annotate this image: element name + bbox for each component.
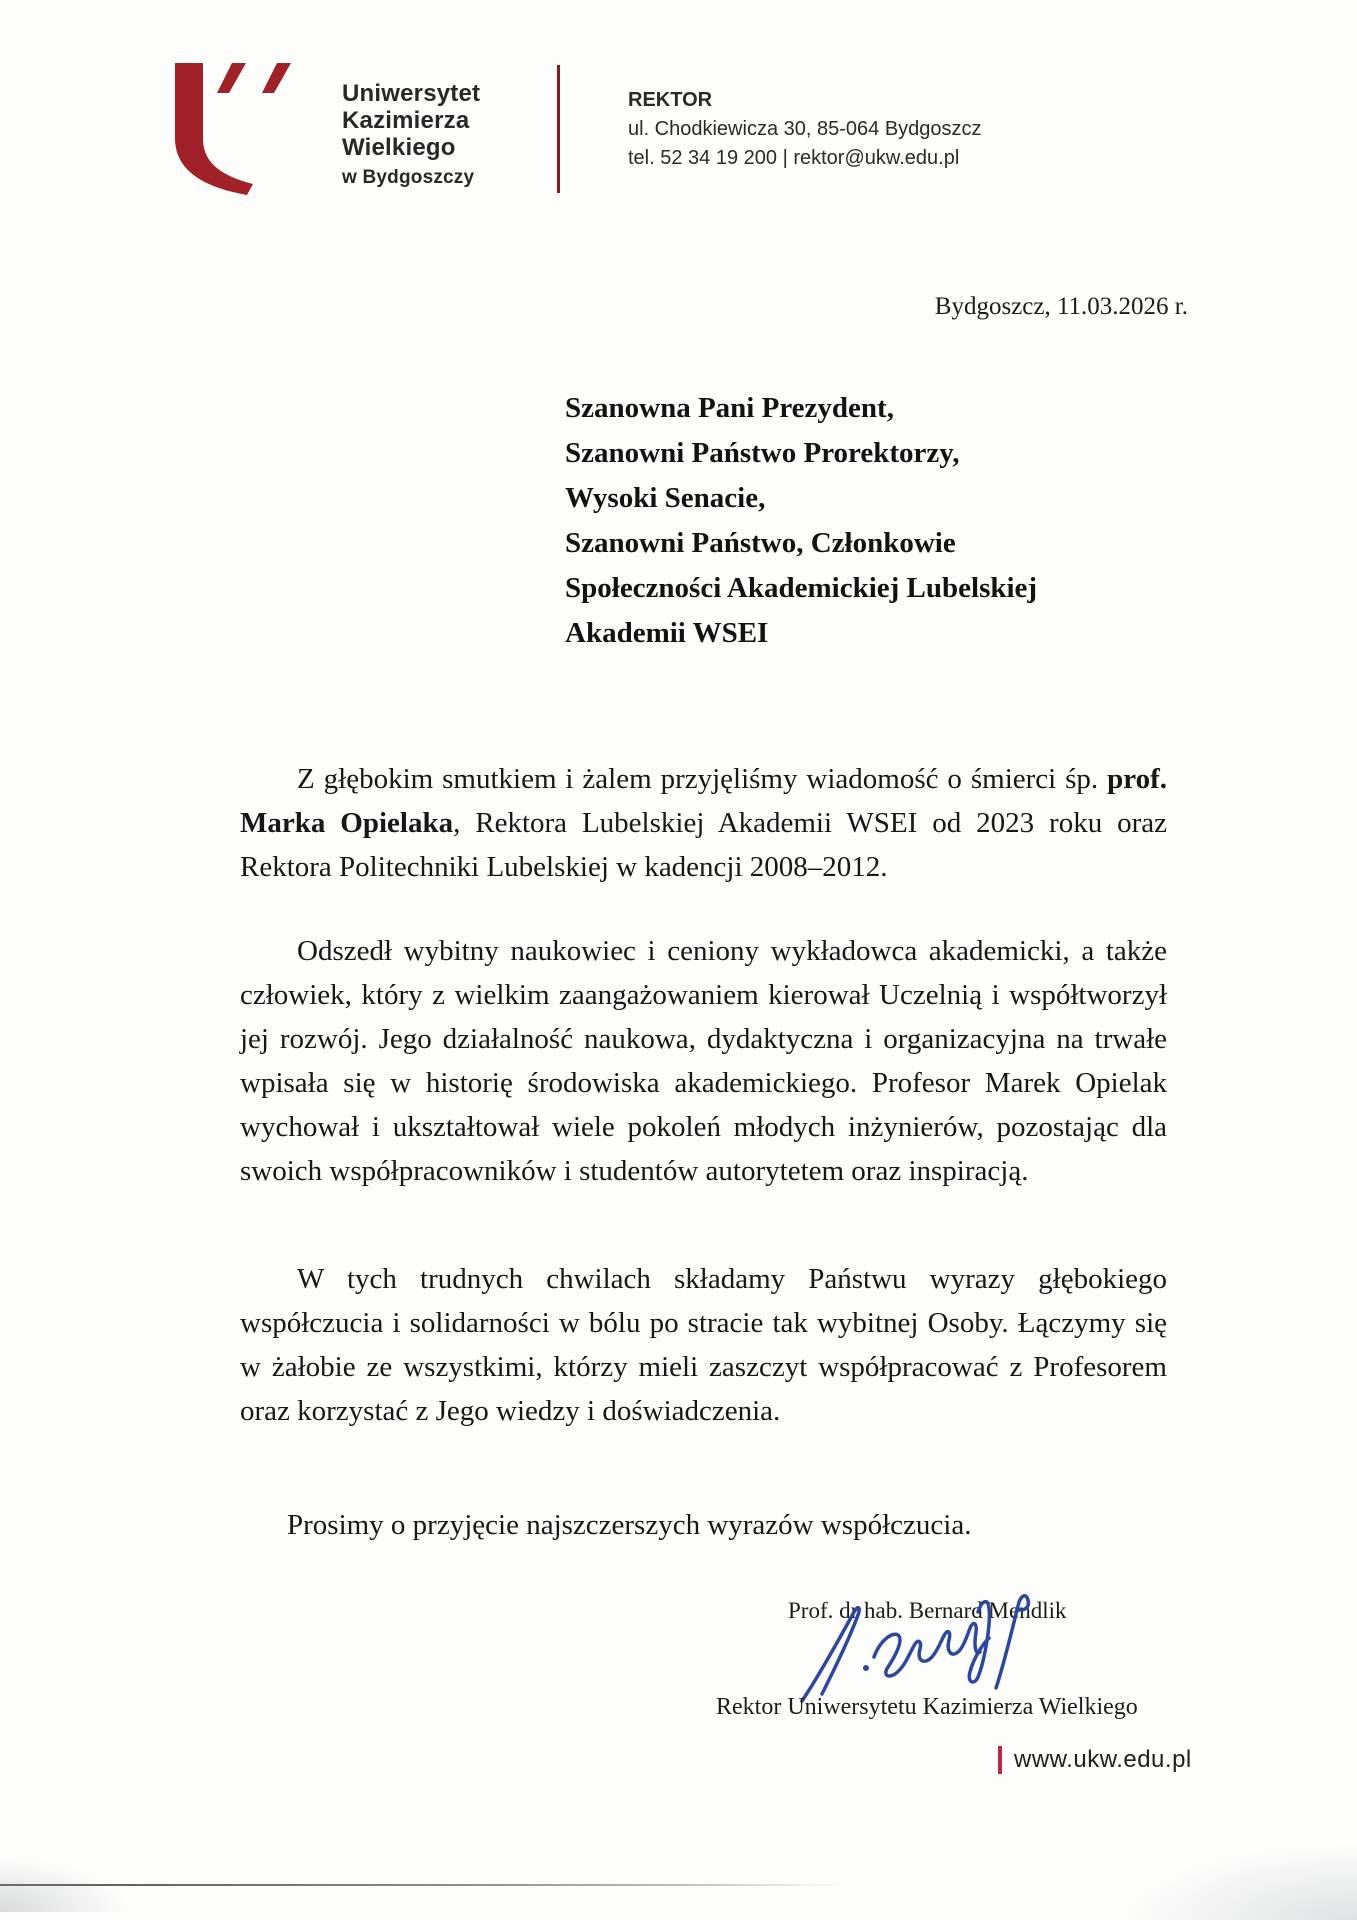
- signatory-name: Prof. dr hab. Bernard Mendlik: [788, 1598, 1067, 1623]
- addressee-line: Społeczności Akademickiej Lubelskiej: [565, 572, 1038, 604]
- addressee-line: Szanowna Pani Prezydent,: [565, 392, 894, 424]
- ukw-logo-icon: [150, 52, 320, 202]
- university-name-line: Uniwersytet: [342, 80, 481, 107]
- footer: [998, 1746, 1192, 1774]
- university-name-line: Kazimierza: [342, 107, 470, 134]
- paragraph-1-rest: , Rektora Lubelskiej Akademii WSEI od 2023 roku oraz Rektora Politechniki Lubelskiej w kadencji 2008–2012.: [240, 807, 1167, 883]
- paragraph-1-emphasis: prof. Marka Opielaka: [240, 763, 1167, 839]
- office-address: ul. Chodkiewicza 30, 85-064 Bydgoszcz: [628, 118, 982, 140]
- scan-shadow-bottom-right: [1127, 1845, 1357, 1920]
- addressee-line: Szanowni Państwo Prorektorzy,: [565, 437, 960, 469]
- footer-accent-bar: [998, 1746, 1002, 1774]
- dateline: Bydgoszcz, 11.03.2026 r.: [934, 293, 1188, 320]
- addressee-line: Akademii WSEI: [565, 617, 769, 649]
- signature-ink: [782, 1582, 1048, 1710]
- rector-office-block: [628, 86, 982, 173]
- signatory-title: Rektor Uniwersytetu Kazimierza Wielkiego: [716, 1694, 1138, 1720]
- paragraph-1: [240, 757, 1167, 889]
- paragraph-3: W tych trudnych chwilach składamy Państwu wyrazy głębokiego współczucia i solidarności w bólu po stracie tak wybitnej Osoby. Łączymy się w żałobie ze wszystkimi, którzy mieli zaszczyt współpracować z Profesorem oraz korzystać z Jego wiedzy i doświadczenia.: [240, 1263, 1167, 1427]
- letterhead-divider-line: [557, 65, 560, 193]
- addressee-line: Szanowni Państwo, Członkowie: [565, 527, 956, 559]
- addressee-block: [565, 386, 1037, 656]
- closing-line: Prosimy o przyjęcie najszczerszych wyrazów współczucia.: [287, 1509, 972, 1541]
- university-name-line: Wielkiego: [342, 134, 456, 161]
- paragraph-2: Odszedł wybitny naukowiec i ceniony wykładowca akademicki, a także człowiek, który z wielkim zaangażowaniem kierował Uczelnią i współtworzył jej rozwój. Jego działalność naukowa, dydaktyczna i organizacyjna na trwałe wpisała się w historię środowiska akademickiego. Profesor Marek Opielak wychował i ukształtował wiele pokoleń młodych inżynierów, pozostając dla swoich współpracowników i studentów autorytetem oraz inspiracją.: [240, 935, 1167, 1187]
- university-name: [342, 80, 480, 191]
- website-text: www.ukw.edu.pl: [1014, 1746, 1192, 1773]
- addressee-line: Wysoki Senacie,: [565, 482, 766, 514]
- university-city: w Bydgoszczy: [342, 167, 475, 188]
- office-title: REKTOR: [628, 89, 713, 111]
- paragraph-1-intro: Z głębokim smutkiem i żalem przyjęliśmy wiadomość o śmierci śp.: [297, 763, 1108, 795]
- office-contact: tel. 52 34 19 200 | rektor@ukw.edu.pl: [628, 147, 960, 169]
- scan-shadow-bottom-left: [0, 1857, 130, 1912]
